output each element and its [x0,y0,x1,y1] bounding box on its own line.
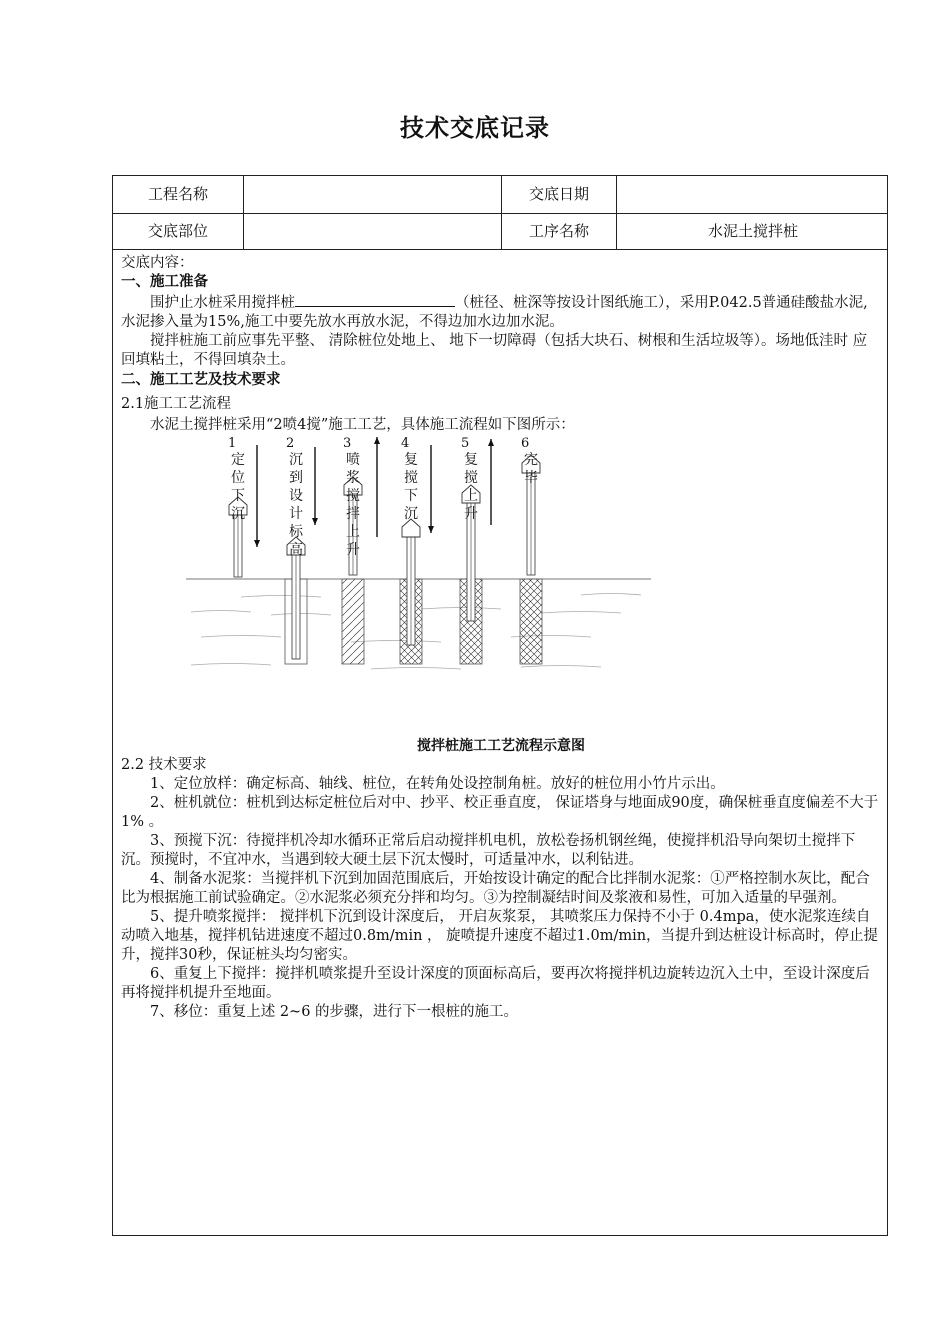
step-number: 5 [461,437,470,451]
step-label-char: 位 [231,470,245,486]
step-number: 2 [286,437,295,451]
requirement-item: 2、桩机就位：桩机到达标定桩位后对中、抄平、校正垂直度， 保证塔身与地面成90度，确保桩垂直度偏差不大于1% 。 [121,795,879,830]
step-label-char: 升 [464,506,478,522]
step-label-char: 下 [404,488,418,504]
step-number: 3 [343,437,352,451]
soil-stroke [541,612,621,614]
record-table [112,175,888,1236]
pile-spec-text-b: （桩径、桩深等按设计图纸施工），采用P.042.5普通硅酸盐水泥,水泥掺入量为15%,施工中要先放水再放水泥，不得边加水边加水泥。 [121,295,868,330]
soil-stroke [581,594,641,596]
page-title: 技术交底记录 [400,113,550,142]
soil-stroke [241,596,321,598]
part-label: 交底部位 [147,222,208,240]
direction-arrow-head [374,437,380,444]
step-label-char: 高 [289,542,303,558]
pile-hole [342,579,364,664]
step-label-char: 上 [464,488,478,504]
date-label: 交底日期 [528,185,589,203]
requirement-item: 6、重复上下搅拌：搅拌机喷浆提升至设计深度的顶面标高后，要再次将搅拌机边旋转边沉入土中，至设计深度后再将搅拌机提升至地面。 [121,966,870,1001]
step-label-char: 下 [231,488,245,504]
step-label-char: 设 [289,488,303,504]
requirement-item: 7、移位：重复上述 2~6 的步骤，进行下一根桩的施工。 [150,1004,519,1020]
step-label-char: 喷 [346,452,360,468]
content-intro: 交底内容： [121,255,194,271]
step-number: 6 [521,437,530,451]
soil-stroke [521,666,601,668]
soil-stroke [271,614,331,616]
content-body [121,254,881,1022]
step-label-char: 到 [289,470,303,486]
step-label-char: 搅 [404,470,418,486]
step-label-char: 搅 [464,470,478,486]
section-1-heading: 一、施工准备 [121,274,208,290]
direction-arrow-head [428,526,434,533]
step-label-char: 复 [464,452,478,468]
step-number: 4 [401,437,410,451]
project-name-value [244,176,501,212]
process-flow-diagram [121,437,881,737]
process-value: 水泥土搅拌桩 [707,222,798,240]
step-label-char: 定 [231,452,245,468]
section-2-1-text: 水泥土搅拌桩采用“2喷4搅”施工工艺，具体施工流程如下图所示： [150,417,575,433]
section-1-paragraph-1 [121,292,881,332]
step-label-char: 上 [346,524,360,540]
section-1-paragraph-2: 搅拌桩施工前应事先平整、 清除桩位处地上、 地下一切障碍（包括大块石、树根和生活垃圾等）。场地低洼时 应回填粘土，不得回填杂土。 [121,333,868,368]
soil-stroke [351,641,441,643]
step-label-char: 标 [289,524,303,540]
direction-arrow-head [254,540,260,547]
direction-arrow-head [312,518,318,525]
section-2-1-heading: 2.1施工工艺流程 [121,396,232,412]
section-2-2-heading: 2.2 技术要求 [121,757,207,773]
requirement-item: 4、制备水泥浆：当搅拌机下沉到加固范围底后，开始按设计确定的配合比拌制水泥浆：①严格控制水灰比，配合比为根据施工前试验确定。②水泥浆必须充分拌和均匀。③为控制凝结时间及浆液和易性，可加入适量的早强剂。 [121,871,870,906]
piles-group [229,437,542,664]
step-label-char: 沉 [231,506,245,522]
requirement-item: 1、定位放样：确定标高、轴线、桩位，在转角处设控制角桩。放好的桩位用小竹片示出。 [150,776,725,792]
requirement-item: 5、提升喷浆搅拌： 搅拌机下沉到设计深度后， 开启灰浆泵， 其喷浆压力保持不小于 0.4mpa，使水泥浆连续自动喷入地基，搅拌机钻进速度不超过0.8m/min ， 旋喷提升速度不超过1.0m/min，当提升到达桩设计标高时，停止提升，搅拌30秒，保证桩头均匀密实。 [121,909,879,963]
soil-stroke [191,664,271,666]
pile-spec-text-a: 围护止水桩采用搅拌桩 [150,295,295,311]
soil-stroke [191,611,251,613]
section-2-heading: 二、施工工艺及技术要求 [121,372,281,388]
soil-stroke [371,668,461,670]
step-label-char: 拌 [346,506,360,522]
soil-stroke [201,636,281,638]
step-label-char: 完 [524,452,538,468]
step-label-char: 沉 [404,506,418,522]
part-value [244,213,501,249]
step-number: 1 [228,437,237,451]
step-label-char: 毕 [524,470,538,486]
diagram-caption: 搅拌桩施工工艺流程示意图 [417,738,585,754]
requirements-list [121,775,881,1022]
step-label-char: 沉 [289,452,303,468]
step-label-char: 计 [289,506,303,522]
pile-spec-blank [295,292,455,307]
step-label-char: 搅 [346,488,360,504]
step-label-char: 升 [346,542,360,558]
pile-hole [520,579,542,664]
process-label: 工序名称 [528,222,589,240]
step-label-char: 复 [404,452,418,468]
requirement-item: 3、预搅下沉：待搅拌机冷却水循环正常后启动搅拌机电机，放松卷扬机钢丝绳，使搅拌机沿导向架切土搅拌下沉。预搅时，不宜冲水，当遇到较大硬土层下沉太慢时，可适量冲水，以利钻进。 [121,833,856,868]
date-value [617,176,889,212]
step-label-char: 浆 [346,470,360,486]
row-divider [113,249,887,250]
process-flow-svg [121,437,881,717]
direction-arrow-head [488,439,494,446]
project-name-label: 工程名称 [147,185,208,203]
